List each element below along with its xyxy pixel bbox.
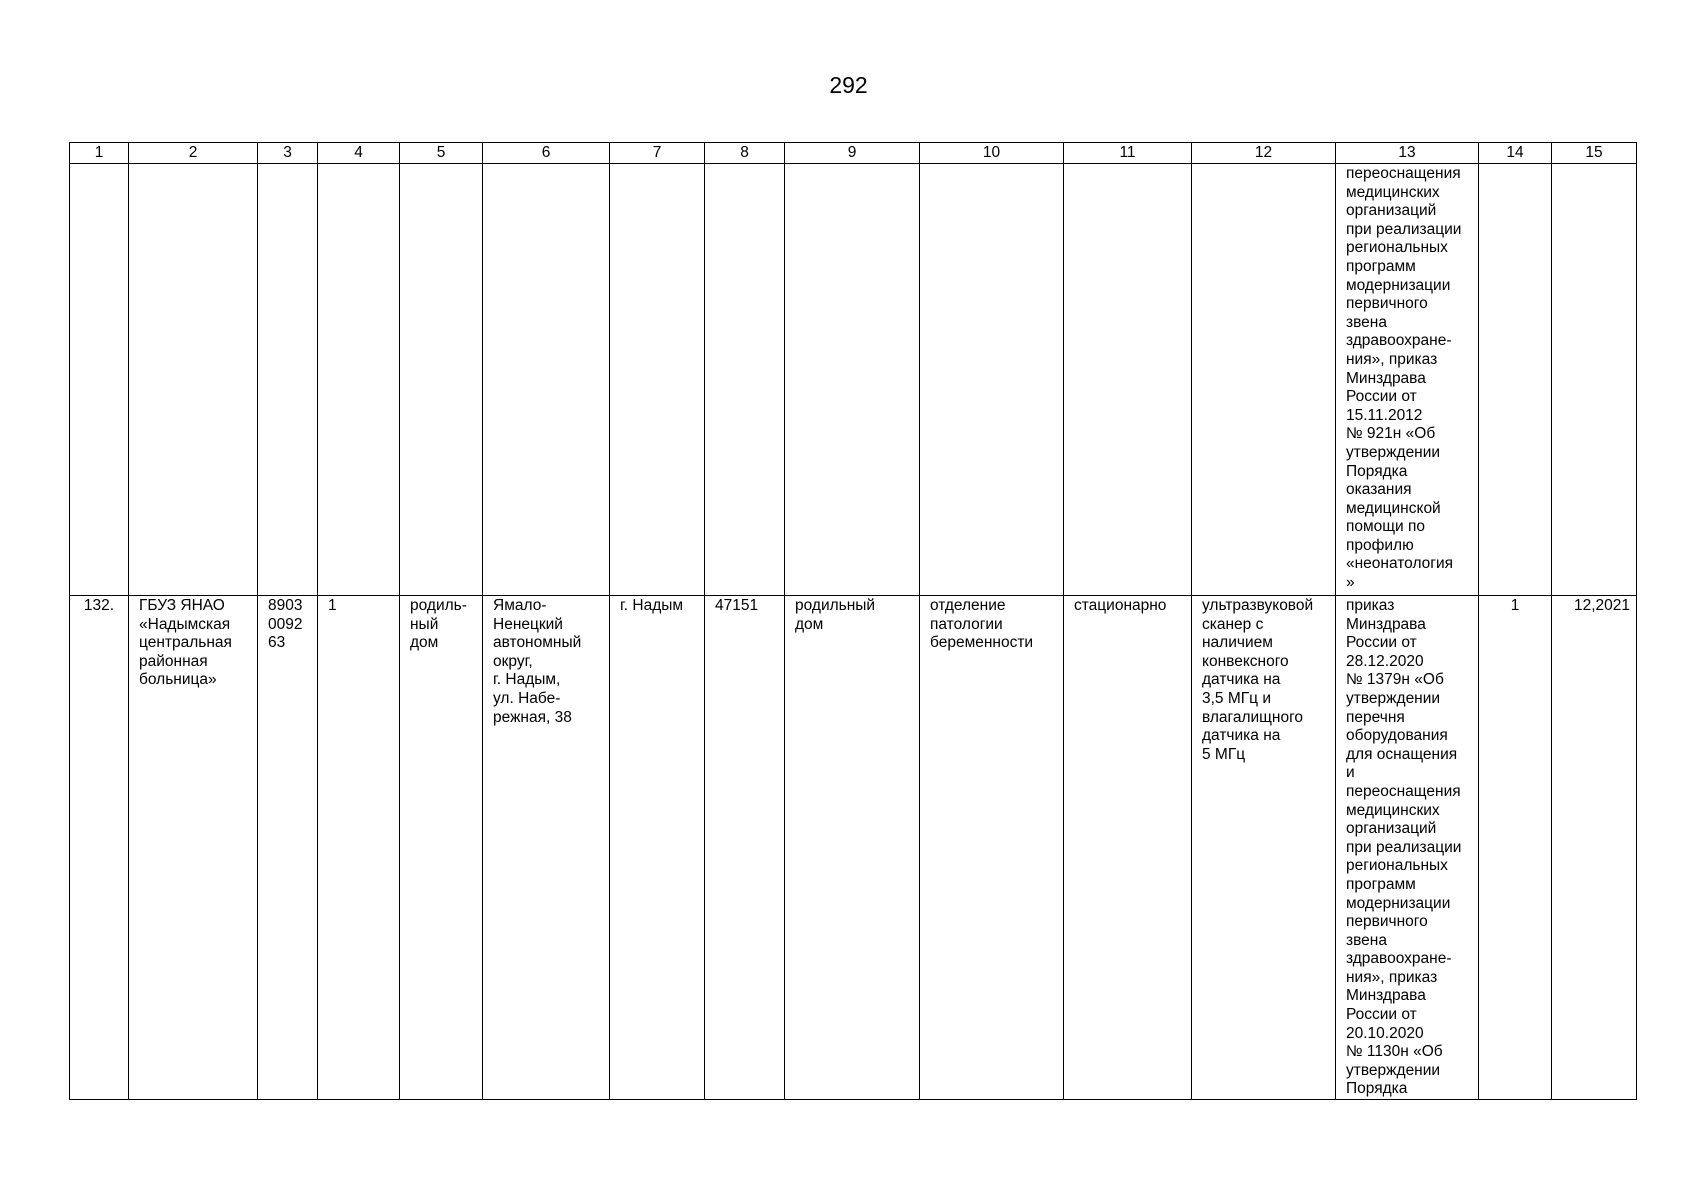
text-line: дом [795, 615, 824, 633]
text-line: оборудования [1346, 727, 1448, 745]
cell-col7 [610, 164, 705, 596]
table-header-row [70, 143, 1637, 164]
cell-legal-basis [1336, 164, 1479, 596]
text-line: Ненецкий [493, 615, 563, 633]
text-line: 15.11.2012 [1346, 406, 1423, 424]
text-line: «неонатология [1346, 555, 1454, 573]
text-line: 28.12.2020 [1346, 652, 1424, 670]
text-line: программ [1346, 875, 1416, 893]
document-table [69, 142, 1637, 1100]
text-line: » [1346, 574, 1355, 592]
text-line: 5 МГц [1202, 745, 1246, 763]
text-line: датчика на [1202, 727, 1281, 745]
cell-col1 [70, 164, 129, 596]
text-line: здравоохране- [1346, 332, 1452, 350]
text-line: Порядка [1346, 462, 1408, 480]
cell-organization [129, 596, 258, 1100]
text-line: № 1130н «Об [1346, 1043, 1443, 1061]
cell-col11 [1064, 164, 1192, 596]
table-row-132 [70, 596, 1637, 1100]
text-line: Минздрава [1346, 987, 1426, 1005]
text-line: при реализации [1346, 838, 1462, 856]
text-line: центральная [139, 634, 232, 652]
text-line: 20.10.2020 [1346, 1024, 1424, 1042]
text-line: районная [139, 652, 208, 670]
text-line: беременности [930, 634, 1034, 652]
text-line: конвексного [1202, 652, 1289, 670]
text-line: округ, [493, 652, 533, 670]
cell-date: 12,2021 [1552, 596, 1637, 1100]
text-line: модернизации [1346, 276, 1451, 294]
cell-settlement: г. Надым [610, 596, 705, 1100]
text-line: первичного [1346, 913, 1428, 931]
column-header: 1 [70, 143, 129, 164]
text-line: 8903 [268, 597, 303, 614]
text-line: региональных [1346, 857, 1448, 875]
text-line: здравоохране- [1346, 950, 1452, 968]
text-line: медицинской [1346, 499, 1441, 517]
text-line: дом [410, 634, 439, 652]
column-header: 10 [920, 143, 1064, 164]
text-line: 63 [268, 634, 286, 652]
cell-row-number: 132. [70, 596, 129, 1100]
column-header: 14 [1479, 143, 1552, 164]
text-line: России от [1346, 388, 1417, 406]
text-line: автономный [493, 634, 582, 652]
cell-facility [785, 596, 920, 1100]
cell-col12 [1192, 164, 1336, 596]
text-line: ный [410, 615, 439, 633]
column-header: 11 [1064, 143, 1192, 164]
column-header: 3 [258, 143, 318, 164]
text-line: больница» [139, 671, 217, 689]
text-line: медицинских [1346, 801, 1440, 819]
text-line: при реализации [1346, 220, 1462, 238]
column-header: 4 [318, 143, 400, 164]
text-line: и [1346, 764, 1355, 782]
cell-col14 [1479, 164, 1552, 596]
cell-col3 [258, 164, 318, 596]
text-line: Порядка [1346, 1080, 1408, 1098]
text-line: утверждении [1346, 689, 1441, 707]
table-row-continued [70, 164, 1637, 596]
cell-col5 [400, 164, 483, 596]
text-line: «Надымская [139, 615, 231, 633]
cell-col9 [785, 164, 920, 596]
cell-col15 [1552, 164, 1637, 596]
text-line: утверждении [1346, 443, 1441, 461]
cell-legal-basis [1336, 596, 1479, 1100]
text-line: 0092 [268, 615, 303, 633]
text-line: звена [1346, 313, 1387, 331]
text-line: первичного [1346, 295, 1428, 313]
text-line: режная, 38 [493, 708, 572, 726]
text-line: родиль- [410, 597, 467, 614]
text-line: Ямало- [493, 597, 547, 614]
text-line: влагалищного [1202, 708, 1304, 726]
cell-col4: 1 [318, 596, 400, 1100]
column-header: 15 [1552, 143, 1637, 164]
cell-col6 [483, 164, 610, 596]
text-line: программ [1346, 257, 1416, 275]
text-line: ния», приказ [1346, 968, 1438, 986]
text-line: России от [1346, 1006, 1417, 1024]
text-line: профилю [1346, 536, 1414, 554]
column-header: 8 [705, 143, 785, 164]
text-line: № 921н «Об [1346, 425, 1436, 443]
cell-inn [258, 596, 318, 1100]
text-line: переоснащения [1346, 782, 1461, 800]
column-header: 7 [610, 143, 705, 164]
cell-quantity: 1 [1479, 596, 1552, 1100]
text-line: отделение [930, 597, 1006, 614]
cell-care-mode: стационарно [1064, 596, 1192, 1100]
text-line: ул. Набе- [493, 689, 561, 707]
text-line: Минздрава [1346, 369, 1426, 387]
text-line: № 1379н «Об [1346, 671, 1444, 689]
cell-address [483, 596, 610, 1100]
text-line: организаций [1346, 202, 1437, 220]
text-line: г. Надым, [493, 671, 561, 689]
cell-col2 [129, 164, 258, 596]
cell-facility-type [400, 596, 483, 1100]
text-line: ГБУЗ ЯНАО [139, 597, 225, 614]
text-line: медицинских [1346, 183, 1440, 201]
text-line: утверждении [1346, 1061, 1441, 1079]
column-header: 13 [1336, 143, 1479, 164]
cell-col10 [920, 164, 1064, 596]
page-number: 292 [829, 72, 868, 98]
text-line: оказания [1346, 481, 1412, 499]
text-line: приказ [1346, 597, 1395, 614]
text-line: родильный [795, 597, 876, 614]
cell-code: 47151 [705, 596, 785, 1100]
cell-col8 [705, 164, 785, 596]
text-line: сканер с [1202, 615, 1264, 633]
column-header: 9 [785, 143, 920, 164]
text-line: ультразвуковой [1202, 597, 1314, 614]
text-line: звена [1346, 931, 1387, 949]
text-line: перечня [1346, 708, 1405, 726]
cell-col4 [318, 164, 400, 596]
cell-department [920, 596, 1064, 1100]
text-line: 3,5 МГц и [1202, 689, 1272, 707]
text-line: Минздрава [1346, 615, 1426, 633]
cell-equipment [1192, 596, 1336, 1100]
text-line: модернизации [1346, 894, 1451, 912]
text-line: переоснащения [1346, 165, 1461, 182]
text-line: ния», приказ [1346, 350, 1438, 368]
text-line: региональных [1346, 239, 1448, 257]
column-header: 2 [129, 143, 258, 164]
text-line: датчика на [1202, 671, 1281, 689]
text-line: помощи по [1346, 518, 1426, 536]
text-line: наличием [1202, 634, 1273, 652]
text-line: патологии [930, 615, 1003, 633]
text-line: России от [1346, 634, 1417, 652]
column-header: 5 [400, 143, 483, 164]
text-line: организаций [1346, 820, 1437, 838]
column-header: 6 [483, 143, 610, 164]
column-header: 12 [1192, 143, 1336, 164]
text-line: для оснащения [1346, 745, 1458, 763]
